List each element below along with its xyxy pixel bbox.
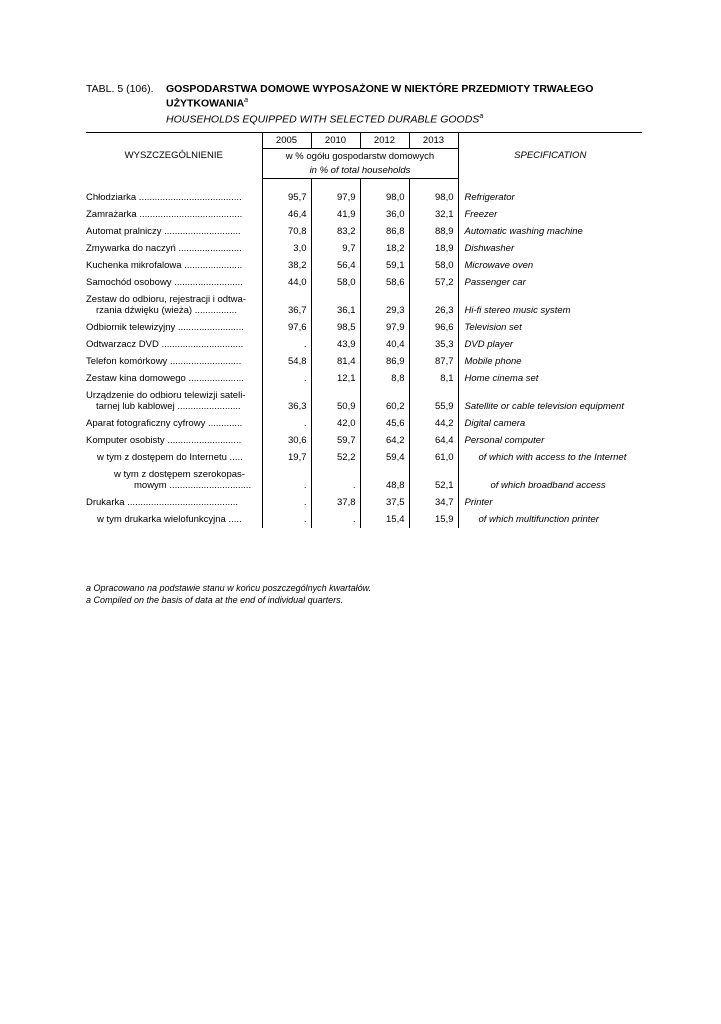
table-row — [86, 415, 642, 432]
row-label-pl — [86, 415, 262, 432]
row-label-pl — [86, 257, 262, 274]
row-value: 42,0 — [311, 415, 360, 432]
row-label-line: w tym drukarka wielofunkcyjna ..... — [97, 514, 242, 525]
row-value: 15,4 — [360, 511, 409, 528]
row-value: 60,2 — [360, 387, 409, 415]
row-label-pl — [86, 511, 262, 528]
row-value: 36,3 — [262, 387, 311, 415]
row-value: 37,5 — [360, 494, 409, 511]
row-label-pl — [86, 319, 262, 336]
header-year: 2013 — [409, 133, 458, 149]
row-value: 12,1 — [311, 370, 360, 387]
row-label-pl — [86, 494, 262, 511]
unit-polish: w % ogółu gospodarstw domowych — [262, 149, 458, 164]
row-value: 87,7 — [409, 353, 458, 370]
row-value: 40,4 — [360, 336, 409, 353]
row-label-line: Odtwarzacz DVD ............................... — [86, 339, 244, 350]
table-row — [86, 370, 642, 387]
title-english-text: HOUSEHOLDS EQUIPPED WITH SELECTED DURABLE GOODS — [166, 113, 480, 126]
row-value: 59,4 — [360, 449, 409, 466]
row-value: 56,4 — [311, 257, 360, 274]
row-value: 3,0 — [262, 240, 311, 257]
row-value: 48,8 — [360, 466, 409, 494]
row-label-line: Zestaw kina domowego ..................... — [86, 373, 244, 384]
table-number: TABL. 5 (106). — [86, 83, 154, 95]
row-value: 18,2 — [360, 240, 409, 257]
row-label-line: Kuchenka mikrofalowa ...................... — [86, 260, 243, 271]
row-label-pl — [86, 370, 262, 387]
row-value: . — [311, 511, 360, 528]
row-label-line: rzania dźwięku (wieża) ................ — [96, 305, 237, 316]
row-value: 32,1 — [409, 206, 458, 223]
row-value: 54,8 — [262, 353, 311, 370]
row-label-pl — [86, 189, 262, 206]
row-value: 34,7 — [409, 494, 458, 511]
row-label-line: Drukarka .......................................... — [86, 497, 239, 508]
row-label-pl — [86, 449, 262, 466]
row-label-line: w tym z dostępem szerokopas- — [114, 469, 245, 480]
row-label-en: Freezer — [464, 209, 498, 220]
footnote-english: a Compiled on the basis of data at the end of individual quarters. — [86, 595, 344, 605]
table-row — [86, 387, 642, 415]
row-label-pl — [86, 353, 262, 370]
row-value: 59,7 — [311, 432, 360, 449]
row-value: 55,9 — [409, 387, 458, 415]
row-value: 38,2 — [262, 257, 311, 274]
row-label-en: of which with access to the Internet — [478, 452, 627, 463]
row-label-line: Odbiornik telewizyjny ......................... — [86, 322, 244, 333]
row-label-en: of which multifunction printer — [478, 514, 599, 525]
row-label-pl — [86, 240, 262, 257]
row-value: 52,2 — [311, 449, 360, 466]
row-value: 43,9 — [311, 336, 360, 353]
row-label-en: Printer — [464, 497, 493, 508]
row-value: 95,7 — [262, 189, 311, 206]
table-row — [86, 189, 642, 206]
table-row — [86, 494, 642, 511]
header-row — [86, 133, 642, 149]
row-value: 58,0 — [311, 274, 360, 291]
row-value: 8,1 — [409, 370, 458, 387]
row-label-en: Hi-fi stereo music system — [464, 305, 571, 316]
row-label-pl — [86, 223, 262, 240]
row-label-line: Telefon komórkowy ........................... — [86, 356, 242, 367]
header-description-pl: WYSZCZEGÓLNIENIE — [86, 133, 262, 179]
row-value: 81,4 — [311, 353, 360, 370]
footnotes — [86, 582, 371, 606]
row-value: 52,1 — [409, 466, 458, 494]
title-polish-text: GOSPODARSTWA DOMOWE WYPOSAŻONE W NIEKTÓRE PRZEDMIOTY TRWAŁEGO UŻYTKOWANIA — [166, 83, 594, 110]
row-label-en: Refrigerator — [464, 192, 515, 203]
row-label-en: Satellite or cable television equipment — [464, 401, 624, 412]
row-value: 64,4 — [409, 432, 458, 449]
row-value: . — [311, 466, 360, 494]
row-label-pl — [86, 432, 262, 449]
table-row — [86, 336, 642, 353]
row-value: 50,9 — [311, 387, 360, 415]
row-label-line: Chłodziarka ....................................... — [86, 192, 242, 203]
table-row — [86, 511, 642, 528]
table-row — [86, 223, 642, 240]
row-value: 46,4 — [262, 206, 311, 223]
spacer-row — [86, 179, 642, 190]
row-value: 88,9 — [409, 223, 458, 240]
row-label-en: DVD player — [464, 339, 514, 350]
row-value: 45,6 — [360, 415, 409, 432]
header-year: 2005 — [262, 133, 311, 149]
row-label-pl — [86, 291, 262, 319]
title-english-footnote-mark: a — [479, 113, 484, 120]
table-row — [86, 449, 642, 466]
table-row — [86, 466, 642, 494]
row-value: 8,8 — [360, 370, 409, 387]
row-label-en: Digital camera — [464, 418, 526, 429]
table-row — [86, 206, 642, 223]
table-row — [86, 353, 642, 370]
row-value: 57,2 — [409, 274, 458, 291]
row-value: 58,6 — [360, 274, 409, 291]
row-value: 30,6 — [262, 432, 311, 449]
row-value: 59,1 — [360, 257, 409, 274]
row-value: 97,6 — [262, 319, 311, 336]
row-value: 97,9 — [360, 319, 409, 336]
row-value: 86,8 — [360, 223, 409, 240]
row-value: . — [262, 494, 311, 511]
row-value: 96,6 — [409, 319, 458, 336]
row-value: 26,3 — [409, 291, 458, 319]
row-value: 44,0 — [262, 274, 311, 291]
row-label-line: w tym z dostępem do Internetu ..... — [97, 452, 243, 463]
row-label-en: Television set — [464, 322, 522, 333]
table-row — [86, 319, 642, 336]
row-value: 98,0 — [360, 189, 409, 206]
row-label-pl — [86, 387, 262, 415]
table-row — [86, 257, 642, 274]
row-label-en: Mobile phone — [464, 356, 522, 367]
row-value: 98,0 — [409, 189, 458, 206]
header-year: 2010 — [311, 133, 360, 149]
unit-english: in % of total households — [262, 163, 458, 179]
row-value: 83,2 — [311, 223, 360, 240]
row-label-line: Automat pralniczy ............................. — [86, 226, 241, 237]
row-label-pl — [86, 274, 262, 291]
row-value: 64,2 — [360, 432, 409, 449]
row-label-line: Zestaw do odbioru, rejestracji i odtwa- — [86, 294, 246, 305]
row-value: 86,9 — [360, 353, 409, 370]
row-label-pl — [86, 466, 262, 494]
row-label-en: Home cinema set — [464, 373, 539, 384]
title-polish-footnote-mark: a — [244, 97, 249, 104]
row-label-line: Samochód osobowy .......................... — [86, 277, 243, 288]
table-row — [86, 240, 642, 257]
row-value: 58,0 — [409, 257, 458, 274]
title-polish — [166, 84, 636, 110]
header-specification-en: SPECIFICATION — [458, 133, 642, 179]
footnote-polish: a Opracowano na podstawie stanu w końcu poszczególnych kwartałów. — [86, 583, 372, 593]
row-value: 29,3 — [360, 291, 409, 319]
row-value: . — [262, 466, 311, 494]
row-value: 18,9 — [409, 240, 458, 257]
row-label-line: Urządzenie do odbioru telewizji sateli- — [86, 390, 246, 401]
row-label-en: Personal computer — [464, 435, 545, 446]
row-value: 15,9 — [409, 511, 458, 528]
row-label-pl — [86, 336, 262, 353]
row-value: . — [262, 415, 311, 432]
row-label-en: Automatic washing machine — [464, 226, 583, 237]
table-row — [86, 274, 642, 291]
row-value: 36,7 — [262, 291, 311, 319]
row-label-line: Komputer osobisty ............................ — [86, 435, 242, 446]
row-label-pl — [86, 206, 262, 223]
row-value: 41,9 — [311, 206, 360, 223]
row-value: 35,3 — [409, 336, 458, 353]
row-value: 44,2 — [409, 415, 458, 432]
table-row — [86, 291, 642, 319]
row-value: 37,8 — [311, 494, 360, 511]
row-label-en: Microwave oven — [464, 260, 534, 271]
row-value: 36,0 — [360, 206, 409, 223]
title-english — [166, 111, 483, 126]
row-value: 9,7 — [311, 240, 360, 257]
row-label-line: mowym ............................... — [134, 480, 252, 491]
row-value: . — [262, 370, 311, 387]
header-year: 2012 — [360, 133, 409, 149]
row-label-en: Dishwasher — [464, 243, 515, 254]
row-label-line: Zamrażarka ....................................... — [86, 209, 243, 220]
row-value: 97,9 — [311, 189, 360, 206]
row-value: 70,8 — [262, 223, 311, 240]
row-value: 19,7 — [262, 449, 311, 466]
table-row — [86, 432, 642, 449]
row-label-line: Zmywarka do naczyń ........................ — [86, 243, 242, 254]
row-label-line: tarnej lub kablowej ........................ — [96, 401, 241, 412]
row-value: 61,0 — [409, 449, 458, 466]
row-value: 36,1 — [311, 291, 360, 319]
row-value: . — [262, 511, 311, 528]
row-label-en: of which broadband access — [490, 480, 606, 491]
row-value: 98,5 — [311, 319, 360, 336]
row-label-en: Passenger car — [464, 277, 526, 288]
row-value: . — [262, 336, 311, 353]
data-table — [86, 132, 642, 528]
row-label-line: Aparat fotograficzny cyfrowy ............. — [86, 418, 243, 429]
